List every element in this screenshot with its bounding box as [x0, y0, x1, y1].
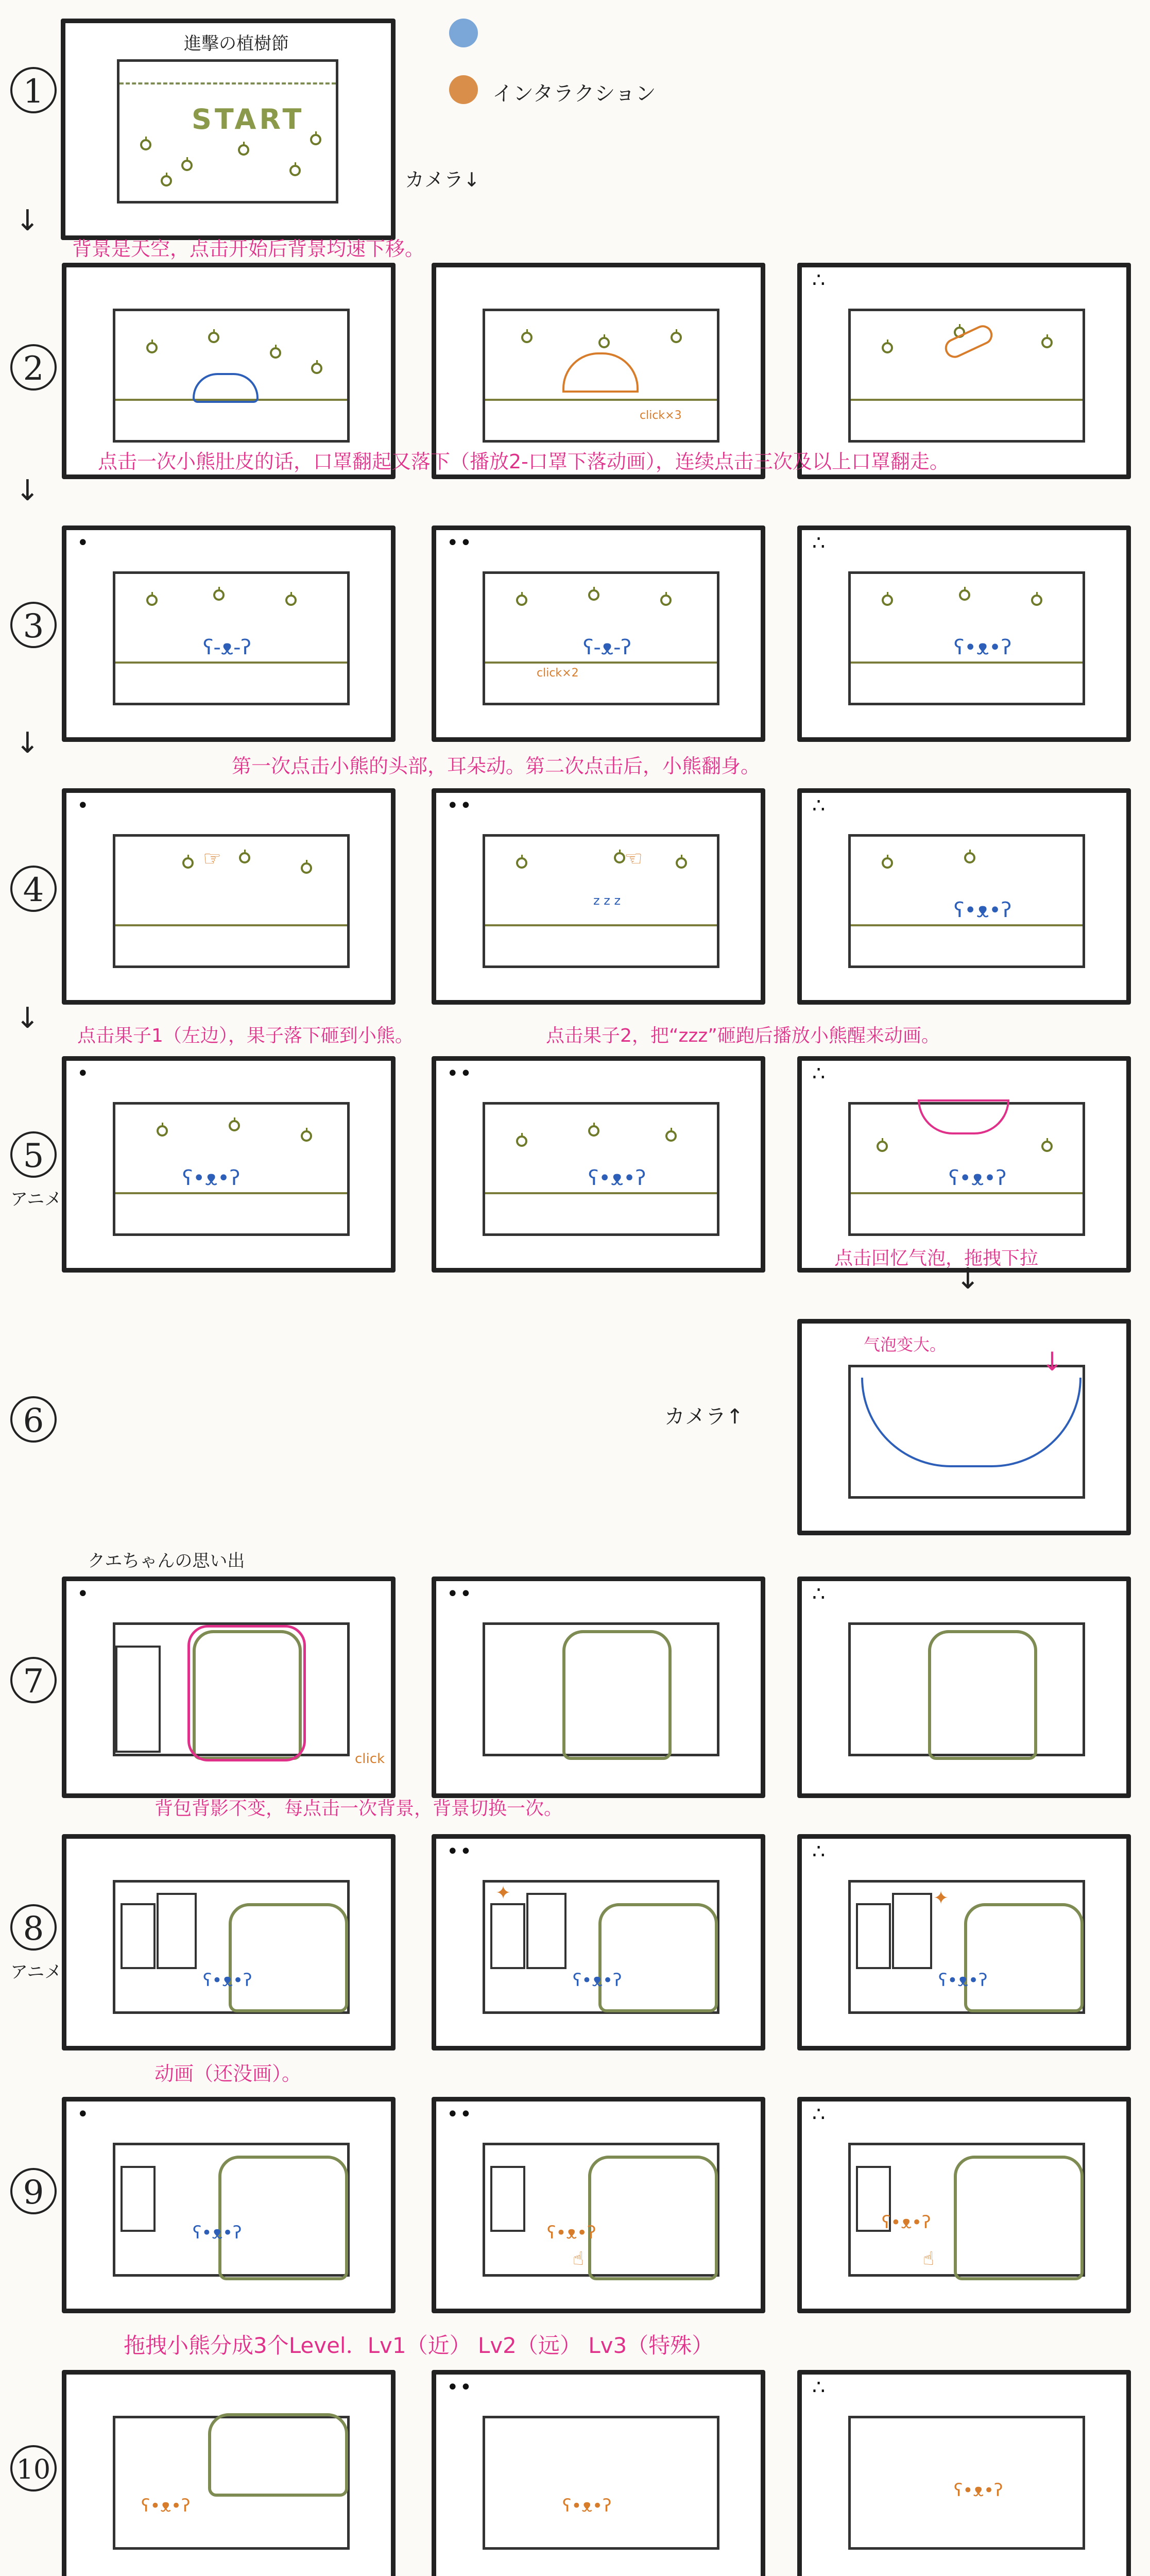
dragged-bear[interactable]: ʕ•ᴥ•ʔ	[882, 2212, 931, 2233]
frame-8c	[797, 1834, 1131, 2050]
frame-4c	[797, 788, 1131, 1005]
apple-icon	[157, 1125, 168, 1137]
apple-icon	[140, 139, 151, 150]
screen-3a	[113, 571, 350, 705]
note-row8: 动画（还没画）。	[155, 2062, 302, 2085]
frame-7a	[62, 1577, 396, 1798]
apple-icon	[676, 857, 687, 869]
apple-icon	[289, 165, 301, 176]
screen-4b	[483, 834, 719, 968]
frame-index-dots: ••	[447, 1582, 473, 1606]
row-number-6: 6	[10, 1396, 57, 1443]
frame-8a	[62, 1834, 396, 2050]
drag-arrow-icon: ↓	[1041, 1347, 1063, 1377]
frame-2a	[62, 263, 396, 479]
bear: ʕ•ᴥ•ʔ	[203, 1970, 252, 1991]
bear: ʕ•ᴥ•ʔ	[182, 1166, 241, 1190]
flung-bear-lv1[interactable]: ʕ•ᴥ•ʔ	[141, 2496, 191, 2516]
row-number-7: 7	[10, 1657, 57, 1703]
click-count-label: click×3	[640, 409, 682, 422]
ground-line	[851, 1192, 1083, 1194]
screen-7c[interactable]	[848, 1622, 1085, 1756]
apple-icon	[229, 1120, 240, 1131]
note-row9: 拖拽小熊分成3个Level．Lv1（近） Lv2（远） Lv3（特殊）	[124, 2333, 714, 2358]
apple-icon	[1031, 595, 1042, 606]
screen-10c	[848, 2416, 1085, 2550]
pointer-hand-icon: ☞	[203, 847, 221, 871]
screen-3b	[483, 571, 719, 705]
note-row4-right: 点击果子2，把“zzz”砸跑后播放小熊醒来动画。	[546, 1025, 940, 1046]
frame-index-dots: ∴	[812, 1582, 827, 1606]
row-number-10: 10	[10, 2445, 57, 2492]
row-number-3: 3	[10, 602, 57, 648]
bear: ʕ•ᴥ•ʔ	[588, 1166, 646, 1190]
row-number-4: 4	[10, 866, 57, 912]
legend-blue-dot	[449, 19, 478, 47]
backpack	[208, 2413, 348, 2497]
apple-icon	[208, 332, 219, 343]
note-row6: 气泡变大。	[864, 1335, 947, 1354]
backpack	[964, 1903, 1084, 2012]
note-row4-left: 点击果子1（左边），果子落下砸到小熊。	[77, 1025, 414, 1046]
turned-bear: ʕ•ᴥ•ʔ	[954, 636, 1012, 659]
screen-5b	[483, 1102, 719, 1236]
backpack	[928, 1630, 1037, 1760]
frame-index-dots: ••	[447, 531, 473, 555]
screen-7b[interactable]	[483, 1622, 719, 1756]
enlarged-bubble	[861, 1378, 1082, 1467]
frame-index-dots: ∴	[812, 268, 827, 292]
flow-arrow-down-icon: ↓	[15, 204, 40, 238]
frame-2b	[432, 263, 765, 479]
apple-icon	[516, 595, 527, 606]
backpack	[218, 2156, 348, 2280]
screen-10b	[483, 2416, 719, 2550]
screen-8c	[848, 1880, 1085, 2014]
backpack	[562, 1630, 672, 1760]
legend-interaction-label: インタラクション	[492, 82, 656, 106]
bear[interactable]: ʕ•ᴥ•ʔ	[193, 2223, 242, 2243]
screen-9b	[483, 2143, 719, 2277]
screen-2c	[848, 309, 1085, 443]
row-number-1: 1	[10, 67, 57, 113]
apple-icon	[877, 1141, 888, 1152]
apple-icon	[959, 589, 970, 601]
frame-index-dots: ∴	[812, 531, 827, 555]
frame-7c	[797, 1577, 1131, 1798]
apple-icon	[270, 347, 281, 359]
flying-mask	[942, 322, 996, 361]
ground-line	[851, 924, 1083, 926]
row-number-9: 9	[10, 2168, 57, 2214]
screen-10a	[113, 2416, 350, 2550]
apple-icon	[146, 595, 158, 606]
screen-5c	[848, 1102, 1085, 1236]
apple-icon	[882, 857, 893, 869]
screen-9a	[113, 2143, 350, 2277]
building	[115, 1646, 161, 1753]
frame-4b	[432, 788, 765, 1005]
frame-index-dots: ••	[447, 1840, 473, 1863]
ground-line	[485, 1192, 717, 1194]
sparkle-icon: ✦	[933, 1888, 949, 1909]
apple-icon	[181, 160, 193, 171]
anime-label-5: アニメ	[10, 1189, 62, 1210]
click-label: click	[355, 1751, 385, 1767]
flow-arrow-down-icon: ↓	[15, 1002, 40, 1035]
sleeping-bear[interactable]: ʕ-ᴥ-ʔ	[583, 636, 631, 659]
sleeping-bear-mask[interactable]	[193, 373, 259, 403]
apple-icon	[882, 342, 893, 353]
screen-2b	[483, 309, 719, 443]
ground-line	[485, 662, 717, 664]
frame-index-dots: ∴	[812, 1840, 827, 1863]
apple-icon[interactable]	[614, 852, 625, 863]
frame-6	[797, 1319, 1131, 1535]
zzz-label[interactable]: z z z	[593, 893, 621, 908]
note-row2: 点击一次小熊肚皮的话，口罩翻起又落下（播放2-口罩下落动画），连续点击三次及以上口罩翻走。	[98, 450, 949, 473]
title-screen	[117, 59, 338, 204]
frame-5b	[432, 1056, 765, 1273]
apple-icon	[665, 1130, 677, 1142]
building	[490, 1903, 525, 1969]
row-number-2: 2	[10, 344, 57, 391]
frame-index-dots: •	[77, 531, 90, 555]
ground-line	[485, 924, 717, 926]
frame-7b	[432, 1577, 765, 1798]
frame-9b	[432, 2097, 765, 2313]
frame-5a	[62, 1056, 396, 1273]
start-button[interactable]: START	[192, 103, 305, 135]
row-number-8: 8	[10, 1904, 57, 1951]
bear: ʕ•ᴥ•ʔ	[938, 1970, 988, 1991]
screen-3c	[848, 571, 1085, 705]
dragged-bear[interactable]: ʕ•ᴥ•ʔ	[547, 2223, 596, 2243]
frame-index-dots: ••	[447, 2103, 473, 2126]
frame-index-dots: ∴	[812, 2103, 827, 2126]
building	[121, 1903, 156, 1969]
backpack	[954, 2156, 1084, 2280]
backpack	[598, 1903, 718, 2012]
ground-line	[485, 399, 717, 401]
frame-index-dots: •	[77, 1582, 90, 1606]
apple-icon	[660, 595, 672, 606]
title-header: 進擊の植樹節	[184, 33, 289, 54]
memory-section-title: クエちゃんの思い出	[88, 1551, 245, 1571]
backpack	[588, 2156, 718, 2280]
apple-icon	[146, 342, 158, 353]
frame-5c	[797, 1056, 1131, 1273]
frame-index-dots: ∴	[812, 2376, 827, 2399]
grass-border	[119, 62, 336, 84]
apple-icon	[310, 134, 321, 145]
screen-6	[848, 1347, 1085, 1499]
bear: ʕ•ᴥ•ʔ	[949, 1166, 1007, 1190]
frame-10b	[432, 2370, 765, 2576]
building	[121, 2166, 156, 2232]
screen-5a	[113, 1102, 350, 1236]
flow-arrow-down-icon: ↓	[15, 474, 40, 507]
ground-line	[115, 662, 347, 664]
frame-9c	[797, 2097, 1131, 2313]
frame-index-dots: ∴	[812, 1062, 827, 1086]
sparkle-icon: ✦	[495, 1883, 511, 1904]
camera-up-label: カメラ↑	[664, 1405, 744, 1429]
pointer-hand-icon: ☝	[923, 2248, 934, 2269]
apple-icon	[161, 175, 172, 187]
building	[892, 1893, 932, 1969]
note-row3: 第一次点击小熊的头部，耳朵动。第二次点击后，小熊翻身。	[232, 755, 761, 777]
memory-bubble[interactable]	[918, 1099, 1009, 1134]
frame-8b	[432, 1834, 765, 2050]
camera-down-label: カメラ↓	[405, 168, 480, 191]
frame-3b	[432, 526, 765, 742]
anime-label-8: アニメ	[10, 1962, 62, 1982]
frame-9a	[62, 2097, 396, 2313]
screen-2a	[113, 309, 350, 443]
apple-icon	[882, 595, 893, 606]
apple-icon	[301, 862, 312, 874]
pointer-hand-icon: ☝	[573, 2248, 584, 2269]
building	[526, 1893, 567, 1969]
apple-icon	[238, 144, 249, 156]
apple-icon	[588, 1125, 599, 1137]
apple-icon	[311, 363, 322, 374]
apple-icon	[516, 857, 527, 869]
waking-bear: ʕ•ᴥ•ʔ	[954, 899, 1012, 922]
flipping-mask[interactable]	[562, 352, 639, 393]
apple-icon	[516, 1136, 527, 1147]
ground-line	[115, 1192, 347, 1194]
frame-index-dots: ••	[447, 794, 473, 818]
click-count-label: click×2	[537, 667, 579, 680]
screen-4c	[848, 834, 1085, 968]
title-frame	[61, 19, 396, 240]
frame-index-dots: •	[77, 2103, 90, 2126]
building	[490, 2166, 525, 2232]
apple-icon	[1041, 337, 1053, 348]
frame-4a	[62, 788, 396, 1005]
frame-index-dots: ∴	[812, 794, 827, 818]
frame-index-dots: ••	[447, 1062, 473, 1086]
note-row7: 背包背影不变，每点击一次背景，背景切换一次。	[155, 1798, 563, 1819]
screen-8b	[483, 1880, 719, 2014]
building	[157, 1893, 197, 1969]
frame-3a	[62, 526, 396, 742]
apple-icon	[964, 852, 975, 863]
backpack	[229, 1903, 348, 2012]
note-row1: 背景是天空，点击开始后背景均速下移。	[72, 238, 425, 260]
legend-orange-dot	[449, 75, 478, 104]
flung-bear-lv3[interactable]: ʕ•ᴥ•ʔ	[954, 2480, 1003, 2501]
screen-9c	[848, 2143, 1085, 2277]
apple-icon	[521, 332, 533, 343]
frame-index-dots: •	[77, 794, 90, 818]
apple-icon	[301, 1130, 312, 1142]
building	[856, 1903, 891, 1969]
row-number-5: 5	[10, 1131, 57, 1178]
flung-bear-lv2[interactable]: ʕ•ᴥ•ʔ	[562, 2496, 612, 2516]
apple-icon	[285, 595, 297, 606]
flow-arrow-down-icon: ↓	[956, 1262, 980, 1296]
apple-icon[interactable]	[182, 857, 194, 869]
pink-highlight	[187, 1625, 306, 1761]
apple-icon	[239, 852, 250, 863]
frame-index-dots: ••	[447, 2376, 473, 2399]
apple-icon	[671, 332, 682, 343]
apple-icon	[213, 589, 225, 601]
ground-line	[851, 662, 1083, 664]
apple-icon	[598, 337, 610, 348]
apple-icon	[1041, 1141, 1053, 1152]
note-row5: 点击回忆气泡，拖拽下拉	[834, 1248, 1039, 1269]
ground-line	[115, 924, 347, 926]
frame-10a	[62, 2370, 396, 2576]
screen-8a	[113, 1880, 350, 2014]
flow-arrow-down-icon: ↓	[15, 726, 40, 760]
frame-index-dots: •	[77, 1062, 90, 1086]
frame-10c	[797, 2370, 1131, 2576]
screen-7a[interactable]	[113, 1622, 350, 1756]
screen-4a	[113, 834, 350, 968]
bear: ʕ•ᴥ•ʔ	[573, 1970, 622, 1991]
ground-line	[851, 399, 1083, 401]
pointer-hand-icon: ☜	[624, 847, 643, 871]
frame-2c	[797, 263, 1131, 479]
apple-icon	[588, 589, 599, 601]
frame-3c	[797, 526, 1131, 742]
sleeping-bear[interactable]: ʕ-ᴥ-ʔ	[203, 636, 251, 659]
